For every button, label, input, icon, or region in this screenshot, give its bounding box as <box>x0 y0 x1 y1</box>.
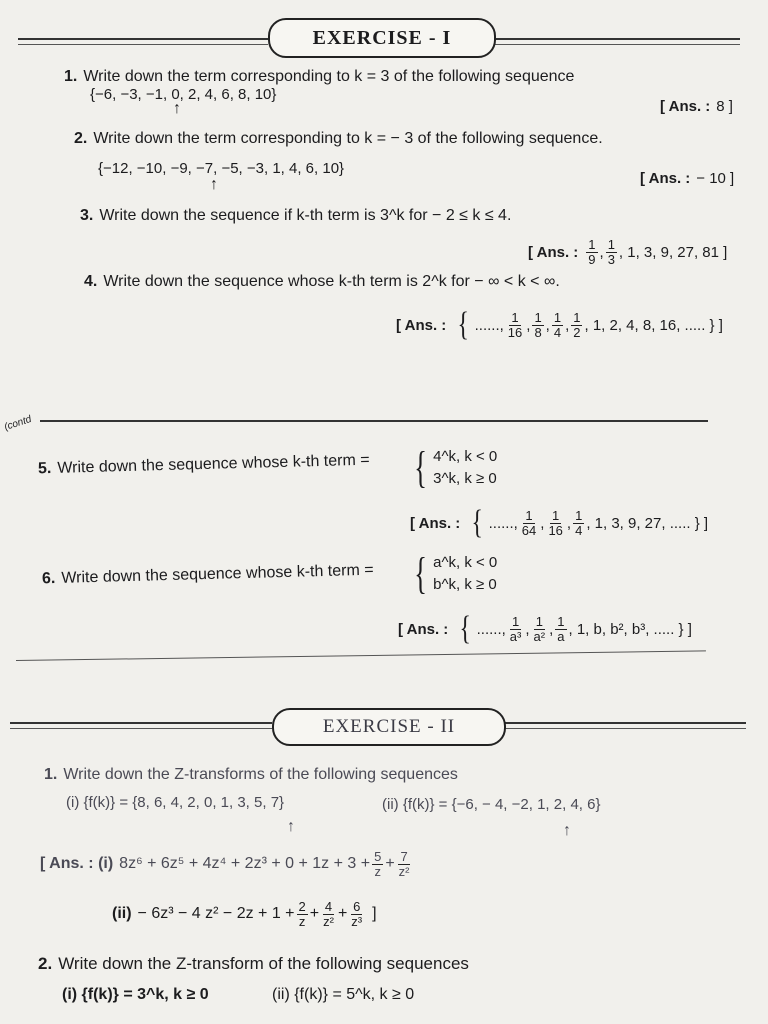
case-row: 4^k, k < 0 <box>433 448 498 465</box>
exercise-2-question-2: 2. Write down the Z-transform of the following sequences <box>38 954 469 973</box>
banner-rule-right <box>492 38 740 40</box>
piecewise-definition-6: { a^k, k < 0 b^k, k ≥ 0 <box>414 549 498 598</box>
arrow-pointer-1: ↑ <box>173 100 181 117</box>
exercise-2-question-1: 1. Write down the Z-transforms of the following sequences <box>44 766 458 783</box>
fraction: $\frac{7}{\text{z²}}$ <box>398 849 410 879</box>
fraction: $\frac{1}{16}$ <box>507 309 523 340</box>
fraction: $\frac{1}{2}$ <box>573 309 581 340</box>
arrow-pointer-3: ↑ <box>287 818 295 835</box>
banner-rule-right-2 <box>492 44 740 45</box>
fraction: $\frac{6}{\text{z³}}$ <box>351 899 363 929</box>
fraction: $\frac{1}{4}$ <box>575 507 583 538</box>
banner-rule-right-2 <box>502 728 746 729</box>
banner-rule-left <box>18 38 268 40</box>
fraction: $\frac{1}{9}$ <box>588 237 596 267</box>
fraction: $\frac{4}{\text{z²}}$ <box>323 899 334 929</box>
fraction: $\frac{1}{8}$ <box>534 309 542 340</box>
exercise-2-q2-part-i: (i) {f(k)} = 3^k, k ≥ 0 <box>62 986 209 1003</box>
question-4: 4. Write down the sequence whose k-th term is 2^k for − ∞ < k < ∞. <box>84 273 560 290</box>
banner-rule-left <box>10 722 272 724</box>
case-row: a^k, k < 0 <box>433 554 498 571</box>
banner-rule-right <box>502 722 746 724</box>
fraction: $\frac{2}{z}$ <box>298 899 306 929</box>
piecewise-definition-5: { 4^k, k < 0 3^k, k ≥ 0 <box>414 443 498 492</box>
answer-3: [ Ans. : $\frac{1}{9}$ , $\frac{1}{3}$ , 1, 3, 9, 27, 81 ] <box>528 237 728 267</box>
fraction: $\frac{1}{3}$ <box>607 237 615 267</box>
question-6: 6. Write down the sequence whose k-th term = <box>41 561 374 588</box>
page-fold-divider <box>40 420 708 422</box>
margin-note: (contd <box>2 413 33 434</box>
exercise-2-answer-ii: (ii) − 6z³ − 4 z² − 2z + 1 + $\frac{2}{z}$ + $\frac{4}{\text{z²}}$ + $\frac{6}{\text{z³}}$ ] <box>112 899 377 929</box>
question-5: 5. Write down the sequence whose k-th term = <box>37 451 370 478</box>
answer-6: [ Ans. : { ......, $\frac{1}{\text{a³}}$ , $\frac{1}{\text{a²}}$ , $\frac{1}{a}$ , 1, b, b², b³, ..... } ] <box>398 610 692 647</box>
answer-5: [ Ans. : { ......, $\frac{1}{64}$ , $\frac{1}{16}$ , $\frac{1}{4}$ , 1, 3, 9, 27, ..... } ] <box>410 504 709 541</box>
banner-rule-left-2 <box>10 728 272 729</box>
section-divider <box>16 650 706 661</box>
answer-4: [ Ans. : { ......, $\frac{1}{16}$ , $\frac{1}{8}$ , $\frac{1}{4}$ , $\frac{1}{2}$ , 1, 2, 4, 8, 16, ..... } ] <box>396 306 723 343</box>
sequence-1: {−6, −3, −1, 0, 2, 4, 6, 8, 10} <box>90 86 277 103</box>
open-brace: { <box>457 306 470 343</box>
question-3: 3. Write down the sequence if k-th term is 3^k for − 2 ≤ k ≤ 4. <box>80 207 512 224</box>
fraction: $\frac{1}{64}$ <box>521 507 537 538</box>
answer-1: [ Ans. : 8 ] <box>660 98 733 115</box>
question-2: 2. Write down the term corresponding to k = − 3 of the following sequence. <box>74 130 603 147</box>
exercise-2-q2-part-ii: (ii) {f(k)} = 5^k, k ≥ 0 <box>272 986 415 1003</box>
fraction: $\frac{1}{\text{a³}}$ <box>509 613 522 644</box>
open-brace: { <box>459 610 472 647</box>
exercise-2-part-i: (i) {f(k)} = {8, 6, 4, 2, 0, 1, 3, 5, 7} <box>66 794 285 811</box>
banner-rule-left-2 <box>18 44 268 45</box>
sequence-2: {−12, −10, −9, −7, −5, −3, 1, 4, 6, 10} <box>98 160 345 177</box>
exercise-2-title: EXERCISE - II <box>272 708 506 746</box>
exercise-2-answer-i: [ Ans. : (i) 8z⁶ + 6z⁵ + 4z⁴ + 2z³ + 0 + 1z + 3 + $\frac{5}{z}$ + $\frac{7}{\text{z²}}$ <box>40 849 410 879</box>
fraction: $\frac{5}{z}$ <box>374 849 382 879</box>
case-row: 3^k, k ≥ 0 <box>433 470 497 487</box>
exercise-1-title: EXERCISE - I <box>268 18 496 58</box>
fraction: $\frac{1}{\text{a²}}$ <box>533 613 546 644</box>
exercise-2-part-ii: (ii) {f(k)} = {−6, − 4, −2, 1, 2, 4, 6} <box>382 796 601 813</box>
fraction: $\frac{1}{a}$ <box>557 613 565 644</box>
arrow-pointer-2: ↑ <box>210 176 218 193</box>
fraction: $\frac{1}{16}$ <box>548 507 563 538</box>
question-1: 1. Write down the term corresponding to k = 3 of the following sequence <box>64 68 575 85</box>
open-brace: { <box>471 504 484 541</box>
case-row: b^k, k ≥ 0 <box>433 576 497 593</box>
fraction: $\frac{1}{4}$ <box>553 309 562 340</box>
arrow-pointer-4: ↑ <box>563 822 571 839</box>
answer-2: [ Ans. : − 10 ] <box>640 170 735 187</box>
